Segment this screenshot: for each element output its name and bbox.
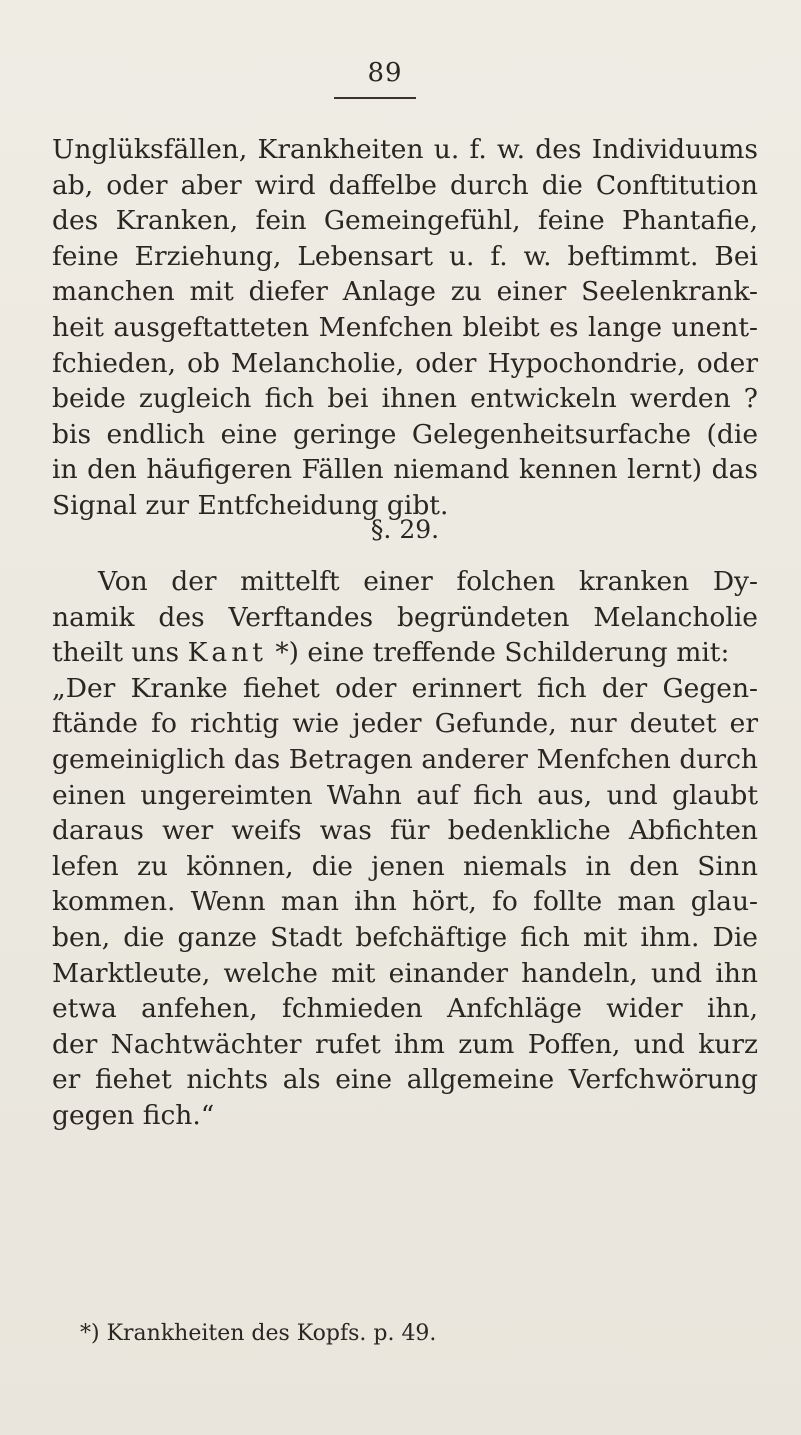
page-number: 89 (367, 58, 403, 88)
text-line: des Kranken, fein Gemeingefühl, feine Phantafie, (52, 205, 758, 237)
text-line: feine Erziehung, Lebensart u. f. w. beftimmt. Bei (52, 240, 758, 272)
text-line: ab, oder aber wird daffelbe durch die Conftitution (52, 169, 758, 201)
text-line-last: gegen fich.“ (52, 1099, 215, 1131)
text-line: beide zugleich fich bei ihnen entwickeln werden ? (52, 383, 758, 415)
text-fragment: theilt uns (52, 637, 180, 669)
text-line: gemeiniglich das Betragen anderer Menfchen durch (52, 743, 758, 775)
paragraph-2 (52, 564, 758, 1134)
section-heading: §. 29. (370, 515, 440, 544)
text-line-indented: Von der mittelft einer folchen kranken Dy- (98, 566, 758, 597)
text-line: fchieden, ob Melancholie, oder Hypochondrie, oder (52, 347, 758, 379)
text-line: ben, die ganze Stadt befchäftige fich mit ihm. Die (52, 921, 758, 953)
text-line-kant (52, 635, 758, 671)
text-line: ftände fo richtig wie jeder Gefunde, nur deutet er (52, 708, 758, 740)
text-line: einen ungereimten Wahn auf fich aus, und glaubt (52, 779, 758, 811)
author-name-spaced: Kant (187, 637, 267, 669)
text-line: er fiehet nichts als eine allgemeine Verfchwörung (52, 1064, 758, 1096)
text-line: heit ausgeftatteten Menfchen bleibt es lange unent- (52, 311, 758, 343)
text-line: manchen mit diefer Anlage zu einer Seelenkrank- (52, 276, 758, 308)
text-line: kommen. Wenn man ihn hört, fo follte man glau- (52, 886, 758, 918)
text-line-last: Signal zur Entfcheidung gibt. (52, 489, 449, 521)
text-line: lefen zu können, die jenen niemals in den Sinn (52, 850, 758, 882)
text-line: etwa anfehen, fchmieden Anfchläge wider ihn, (52, 993, 758, 1025)
text-line: daraus wer weifs was für bedenkliche Abfichten (52, 815, 758, 847)
text-line: der Nachtwächter rufet ihm zum Poffen, und kurz (52, 1028, 758, 1060)
footnote: *) Krankheiten des Kopfs. p. 49. (80, 1321, 437, 1346)
text-fragment: *) eine treffende Schilderung mit: (275, 637, 730, 669)
paragraph-1 (52, 132, 758, 524)
text-line: in den häufigeren Fällen niemand kennen lernt) das (52, 454, 758, 486)
text-line: „Der Kranke fiehet oder erinnert fich der Gegen- (52, 672, 758, 704)
text-line: bis endlich eine geringe Gelegenheitsurfache (die (52, 418, 758, 450)
text-line: Marktleute, welche mit einander handeln, und ihn (52, 957, 758, 989)
header-rule (334, 97, 416, 99)
text-line: Unglüksfällen, Krankheiten u. f. w. des Individuums (52, 134, 758, 165)
text-line: namik des Verftandes begründeten Melancholie (52, 601, 758, 633)
